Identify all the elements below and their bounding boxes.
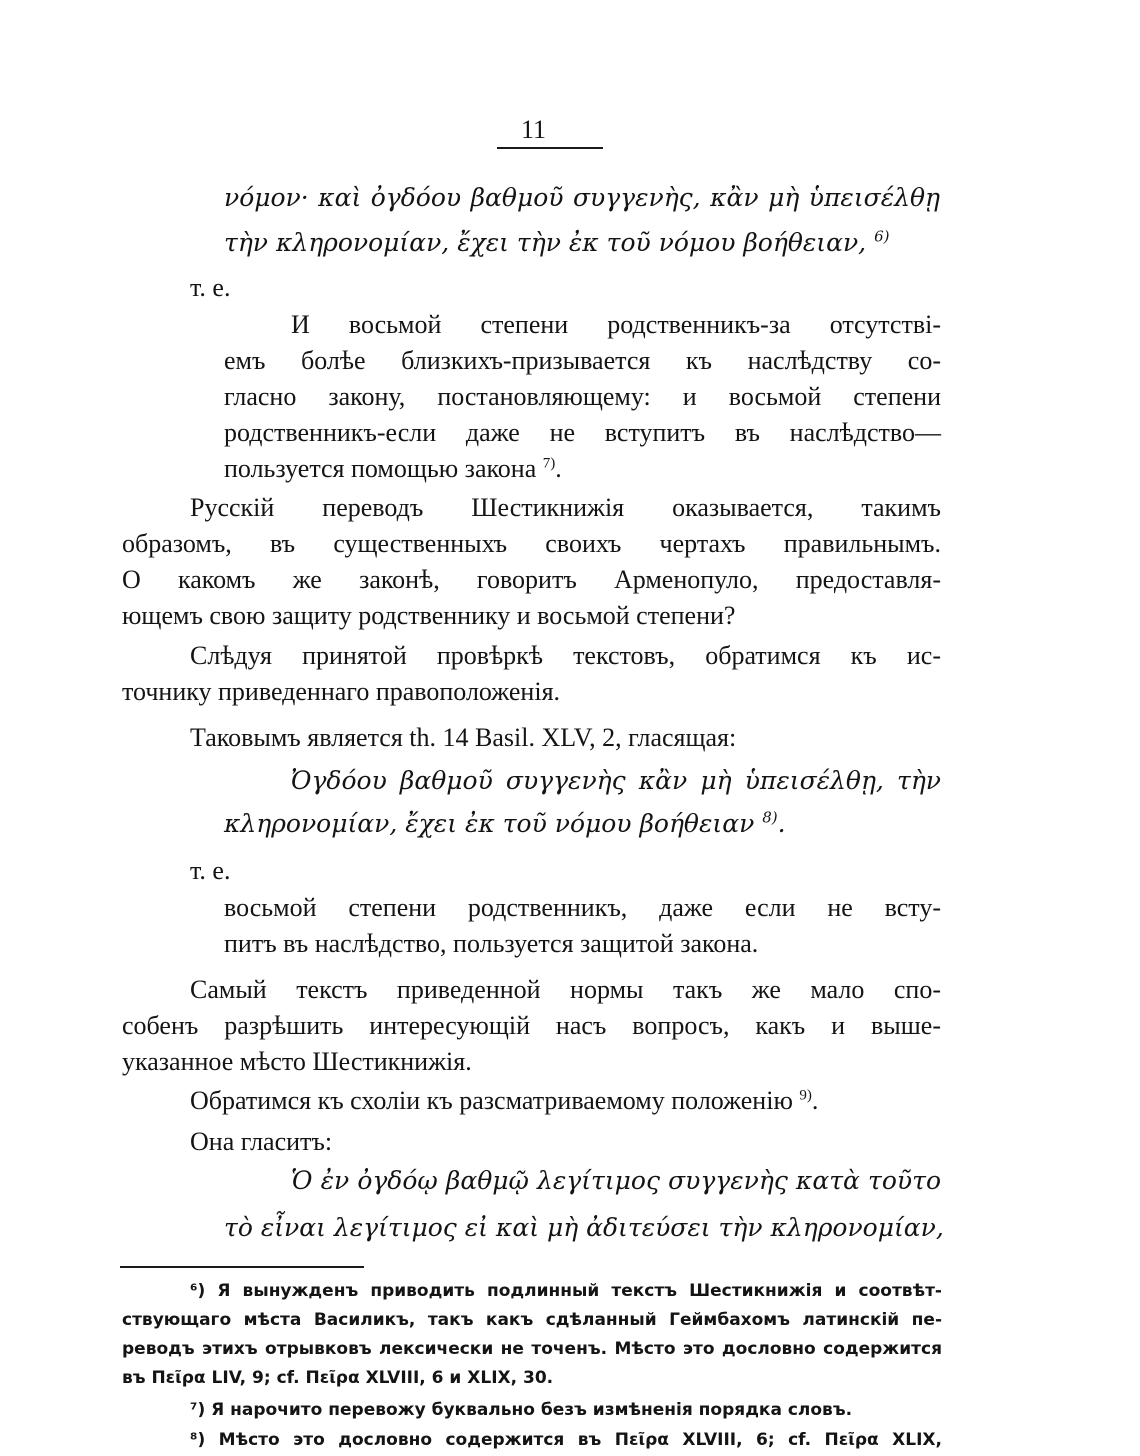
greek-line: Ὀγδόου βαθμοῦ συγγενὴς κἂν μὴ ὑπεισέλθῃ, τὴν: [291, 766, 941, 795]
text-line: Слѣдуя принятой провѣркѣ текстовъ, обратимся къ ис-: [190, 641, 941, 670]
text-line: питъ въ наслѣдство, пользуется защитой закона.: [224, 929, 759, 958]
page-number: 11: [521, 115, 547, 144]
footnote-line: [190, 1426, 942, 1454]
text-line: ющемъ свою защиту родственнику и восьмой степени?: [122, 601, 736, 630]
footnote-line: реводъ этихъ отрывковъ лексически не точенъ. Мѣсто это дословно содержится: [122, 1339, 942, 1359]
footnote-text: Я нарочито перевожу буквально безъ измѣненiя порядка словъ.: [211, 1400, 853, 1420]
greek-line: νόμον· καὶ ὀγδόου βαθμοῦ συγγενὴς, κἂν μὴ ὑπεισέλθῃ: [224, 183, 940, 212]
abbrev-line: т. е.: [190, 273, 231, 302]
greek-line: [224, 225, 890, 261]
greek-line: [224, 806, 786, 842]
line-tail: .: [555, 454, 562, 483]
line-tail: .: [811, 1086, 819, 1115]
footnote-mark: ⁶): [190, 1281, 206, 1301]
text-line: [190, 1083, 818, 1119]
footnote-line: [190, 1277, 942, 1305]
footnote-rule: [120, 1266, 364, 1268]
footnote-mark: ⁷): [190, 1400, 206, 1420]
text-line: И восьмой степени родственникъ-за отсутствi-: [291, 310, 941, 339]
line-text: τὴν κληρονομίαν, ἔχει τὴν ἐκ τοῦ νόμου βοήθειαν,: [224, 228, 867, 257]
text-line: образомъ, въ существенныхъ своихъ чертахъ правильнымъ.: [122, 529, 941, 558]
footnote-ref: 7): [542, 455, 556, 472]
text-line: О какомъ же законѣ, говоритъ Арменопуло, предоставля-: [122, 565, 941, 594]
text-line: емъ болѣе близкихъ-призывается къ наслѣдству со-: [224, 346, 941, 375]
footnote-text: Я вынужденъ приводить подлинный текстъ Шестикнижiя и соотвѣт-: [217, 1281, 942, 1301]
text-line: Самый текстъ приведенной нормы такъ же мало спо-: [190, 975, 941, 1004]
line-text: пользуется помощью закона: [224, 454, 537, 483]
footnote-line: [190, 1396, 852, 1424]
footnote-ref: 6): [874, 227, 890, 246]
text-line: родственникъ-если даже не вступитъ въ наслѣдство—: [224, 418, 941, 447]
text-line: Она гласитъ:: [190, 1127, 333, 1156]
text-line: гласно закону, постановляющему: и восьмой степени: [224, 382, 941, 411]
header-rule: [497, 147, 603, 149]
text-line: восьмой степени родственникъ, даже если не всту-: [224, 893, 941, 922]
text-line: указанное мѣсто Шестикнижiя.: [122, 1047, 472, 1076]
text-line: точнику приведеннаго правоположенiя.: [122, 677, 561, 706]
footnote-ref: 8): [762, 808, 778, 827]
footnote-mark: ⁸): [190, 1430, 206, 1450]
greek-line: Ὁ ἐν ὀγδόῳ βαθμῷ λεγίτιμος συγγενὴς κατὰ τοῦτο: [291, 1166, 941, 1195]
footnote-line: въ Πεῖρα LIV, 9; cf. Πεῖρα XLVIII, 6 и XLIX, 30.: [122, 1368, 554, 1388]
text-line: Русскiй переводъ Шестикнижiя оказывается, такимъ: [190, 493, 941, 522]
line-tail: .: [777, 809, 786, 838]
text-line: [224, 451, 562, 487]
line-text: Обратимся къ схолiи къ разсматриваемому положенiю: [190, 1086, 793, 1115]
abbrev-line: т. е.: [190, 856, 231, 885]
footnote-line: ствующаго мѣста Василикъ, такъ какъ сдѣланный Геймбахомъ латинскiй пе-: [122, 1310, 942, 1330]
footnote-ref: 9): [799, 1087, 812, 1104]
line-text: κληρονομίαν, ἔχει ἐκ τοῦ νόμου βοήθειαν: [224, 809, 755, 838]
text-line: собенъ разрѣшить интересующiй насъ вопросъ, какъ и выше-: [122, 1011, 941, 1040]
greek-line: τὸ εἶναι λεγίτιμος εἰ καὶ μὴ ἀδιτεύσει τὴν κληρονομίαν,: [224, 1213, 944, 1242]
text-line: Таковымъ является th. 14 Basil. XLV, 2, гласящая:: [190, 723, 737, 752]
footnote-text: Мѣсто это дословно содержится въ Πεῖρα XLVIII, 6; cf. Πεῖρα XLIX,: [218, 1430, 942, 1450]
